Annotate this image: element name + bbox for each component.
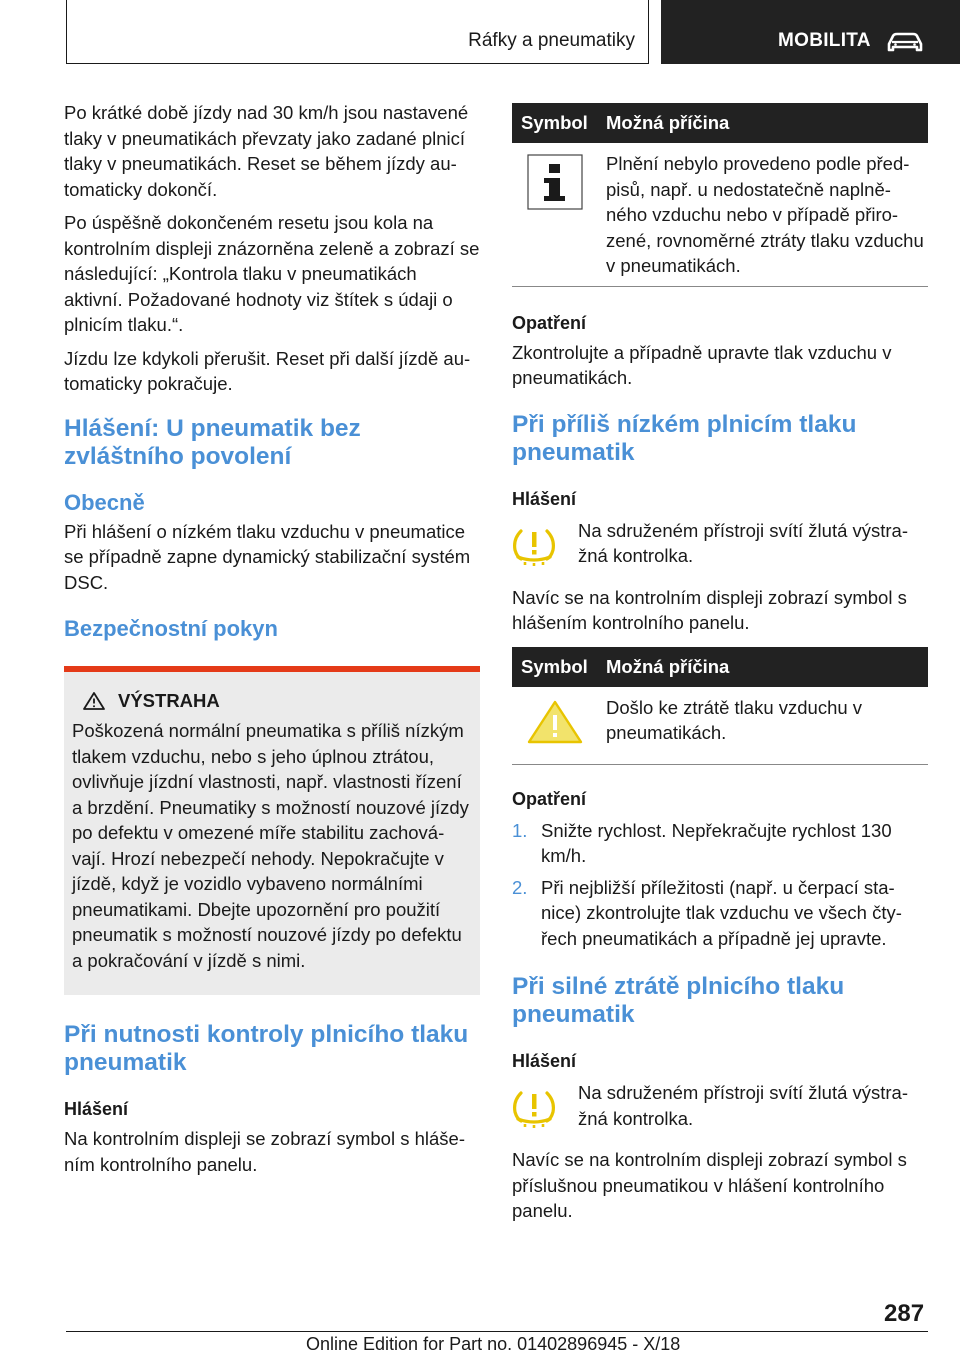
warning-title: VÝSTRAHA [118, 690, 220, 711]
label-message: Hlášení [512, 488, 577, 509]
message-icon-cell [512, 1080, 578, 1133]
footer-divider [66, 1331, 928, 1332]
table-row [512, 143, 928, 287]
cause-table-1 [512, 103, 928, 287]
table-header [512, 103, 928, 143]
step-text: Snižte rychlost. Nepřekračujte rychlost 130 km/h. [541, 819, 892, 866]
table-header-symbol: Symbol [521, 655, 588, 677]
message-row [512, 518, 928, 571]
header-section-title: Ráfky a pneumatiky [468, 30, 635, 51]
table-header [512, 647, 928, 687]
paragraph: Navíc se na kontrolním displeji zobrazí symbol s hlášením kontrolního panelu. [512, 586, 907, 633]
cause-table-2 [512, 647, 928, 765]
table-cell-cause: Došlo ke ztrátě tlaku vzduchu v pneumatikách. [606, 696, 863, 743]
table-header-cause: Možná příčina [606, 655, 730, 677]
list-item [512, 818, 928, 869]
heading-safety-note: Bezpečnostní pokyn [64, 616, 278, 641]
table-header-cause: Možná příčina [606, 112, 730, 133]
paragraph: Po krátké době jízdy nad 30 km/h jsou nastavené tlaky v pneumatikách převzaty jako zadané plnicí tlaky v pneumatikách. Reset se během jízdy au‐tomaticky dokončí. [64, 102, 469, 200]
warning-triangle-icon [82, 691, 106, 711]
tpms-warning-icon [512, 526, 556, 566]
page-number: 287 [884, 1300, 925, 1327]
heading-severe-loss: Při silné ztrátě plnicího tlaku pneumatik [512, 973, 845, 1028]
label-message: Hlášení [64, 1099, 129, 1119]
label-measure: Opatření [512, 312, 587, 333]
heading-low-pressure: Při příliš nízkém plnicím tlaku pneumatik [512, 410, 857, 466]
left-column [64, 100, 480, 1185]
info-icon [527, 154, 583, 210]
heading-check-pressure: Při nutnosti kontroly plnicího tlaku pneumatik [64, 1021, 469, 1076]
table-header-symbol: Symbol [521, 112, 588, 133]
paragraph: Na kontrolním displeji se zobrazí symbol s hláše‐ním kontrolního panelu. [64, 1128, 465, 1175]
step-number: 1. [512, 819, 528, 841]
message-text: Na sdruženém přístroji svítí žlutá výstra‐žná kontrolka. [578, 1082, 909, 1129]
step-text: Při nejbližší příležitosti (např. u čerpací sta‐nice) zkontrolujte tlak vzduchu ve všech čty‐řech pneumatikách a případně jej upravte. [541, 876, 902, 949]
warning-title-row [72, 690, 472, 712]
message-row [512, 1080, 928, 1133]
header-chapter-title: MOBILITA [778, 30, 871, 51]
page-header [0, 0, 960, 66]
table-cell-symbol [512, 695, 598, 746]
paragraph: Zkontrolujte a případně upravte tlak vzduchu v pneumatikách. [512, 341, 892, 388]
paragraph: Po úspěšně dokončeném resetu jsou kola na kontrolním displeji znázorněna zeleně a zobrazí se následující: „Kontrola tlaku v pneumatikách aktivní. Požadované hodnoty viz štítek s údaji o plnicím tlaku.“. [64, 212, 480, 335]
label-measure: Opatření [512, 788, 587, 809]
list-item [512, 875, 928, 952]
right-column [512, 103, 928, 1232]
paragraph: Při hlášení o nízkém tlaku vzduchu v pneumatice se případně zapne dynamický stabilizační systém DSC. [64, 520, 471, 593]
warning-text: Poškozená normální pneumatika s příliš nízkým tlakem vzduchu, nebo s jeho úplnou ztrátou, ovlivňuje jízdní vlastnosti, např. vlastnosti řízení a brzdění. Pneumatiky s možností nouzové jízdy po defektu v omezené míře stabilitu zachová‐vají. Hrozí nebezpečí nehody. Nepokračujte v jízdě, když je vozidlo vybaveno normálními pneumatikami. Dbejte upozornění pro použití pneumatik s možností nouzové jízdy po defektu a pokračování v jízdě s nimi. [72, 720, 469, 971]
tpms-warning-icon [512, 1088, 556, 1128]
message-text: Na sdruženém přístroji svítí žlutá výstra‐žná kontrolka. [578, 519, 909, 566]
yellow-triangle-icon [526, 699, 584, 745]
paragraph: Navíc se na kontrolním displeji zobrazí symbol s příslušnou pneumatikou v hlášení kontrolního panelu. [512, 1149, 907, 1221]
table-cell-symbol [512, 151, 598, 279]
steps-list [512, 818, 928, 952]
table-row [512, 687, 928, 765]
message-icon-cell [512, 518, 578, 571]
heading-general: Obecně [64, 489, 145, 515]
warning-box [64, 666, 480, 995]
table-cell-cause: Plnění nebylo provedeno podle před‐pisů, např. u nedostatečně naplně‐ného vzduchu nebo v případě přiro‐zené, rovnoměrné ztráty tlaku vzduchu v pneumatikách. [606, 153, 924, 276]
footer-edition: Online Edition for Part no. 01402896945 - X/18 [306, 1334, 681, 1354]
car-icon [886, 31, 924, 53]
heading-unapproved-tyres: Hlášení: U pneumatik bez zvláštního povolení [64, 414, 361, 470]
label-message: Hlášení [512, 1051, 577, 1071]
paragraph: Jízdu lze kdykoli přerušit. Reset při další jízdě au‐tomaticky pokračuje. [64, 347, 471, 394]
step-number: 2. [512, 876, 528, 898]
